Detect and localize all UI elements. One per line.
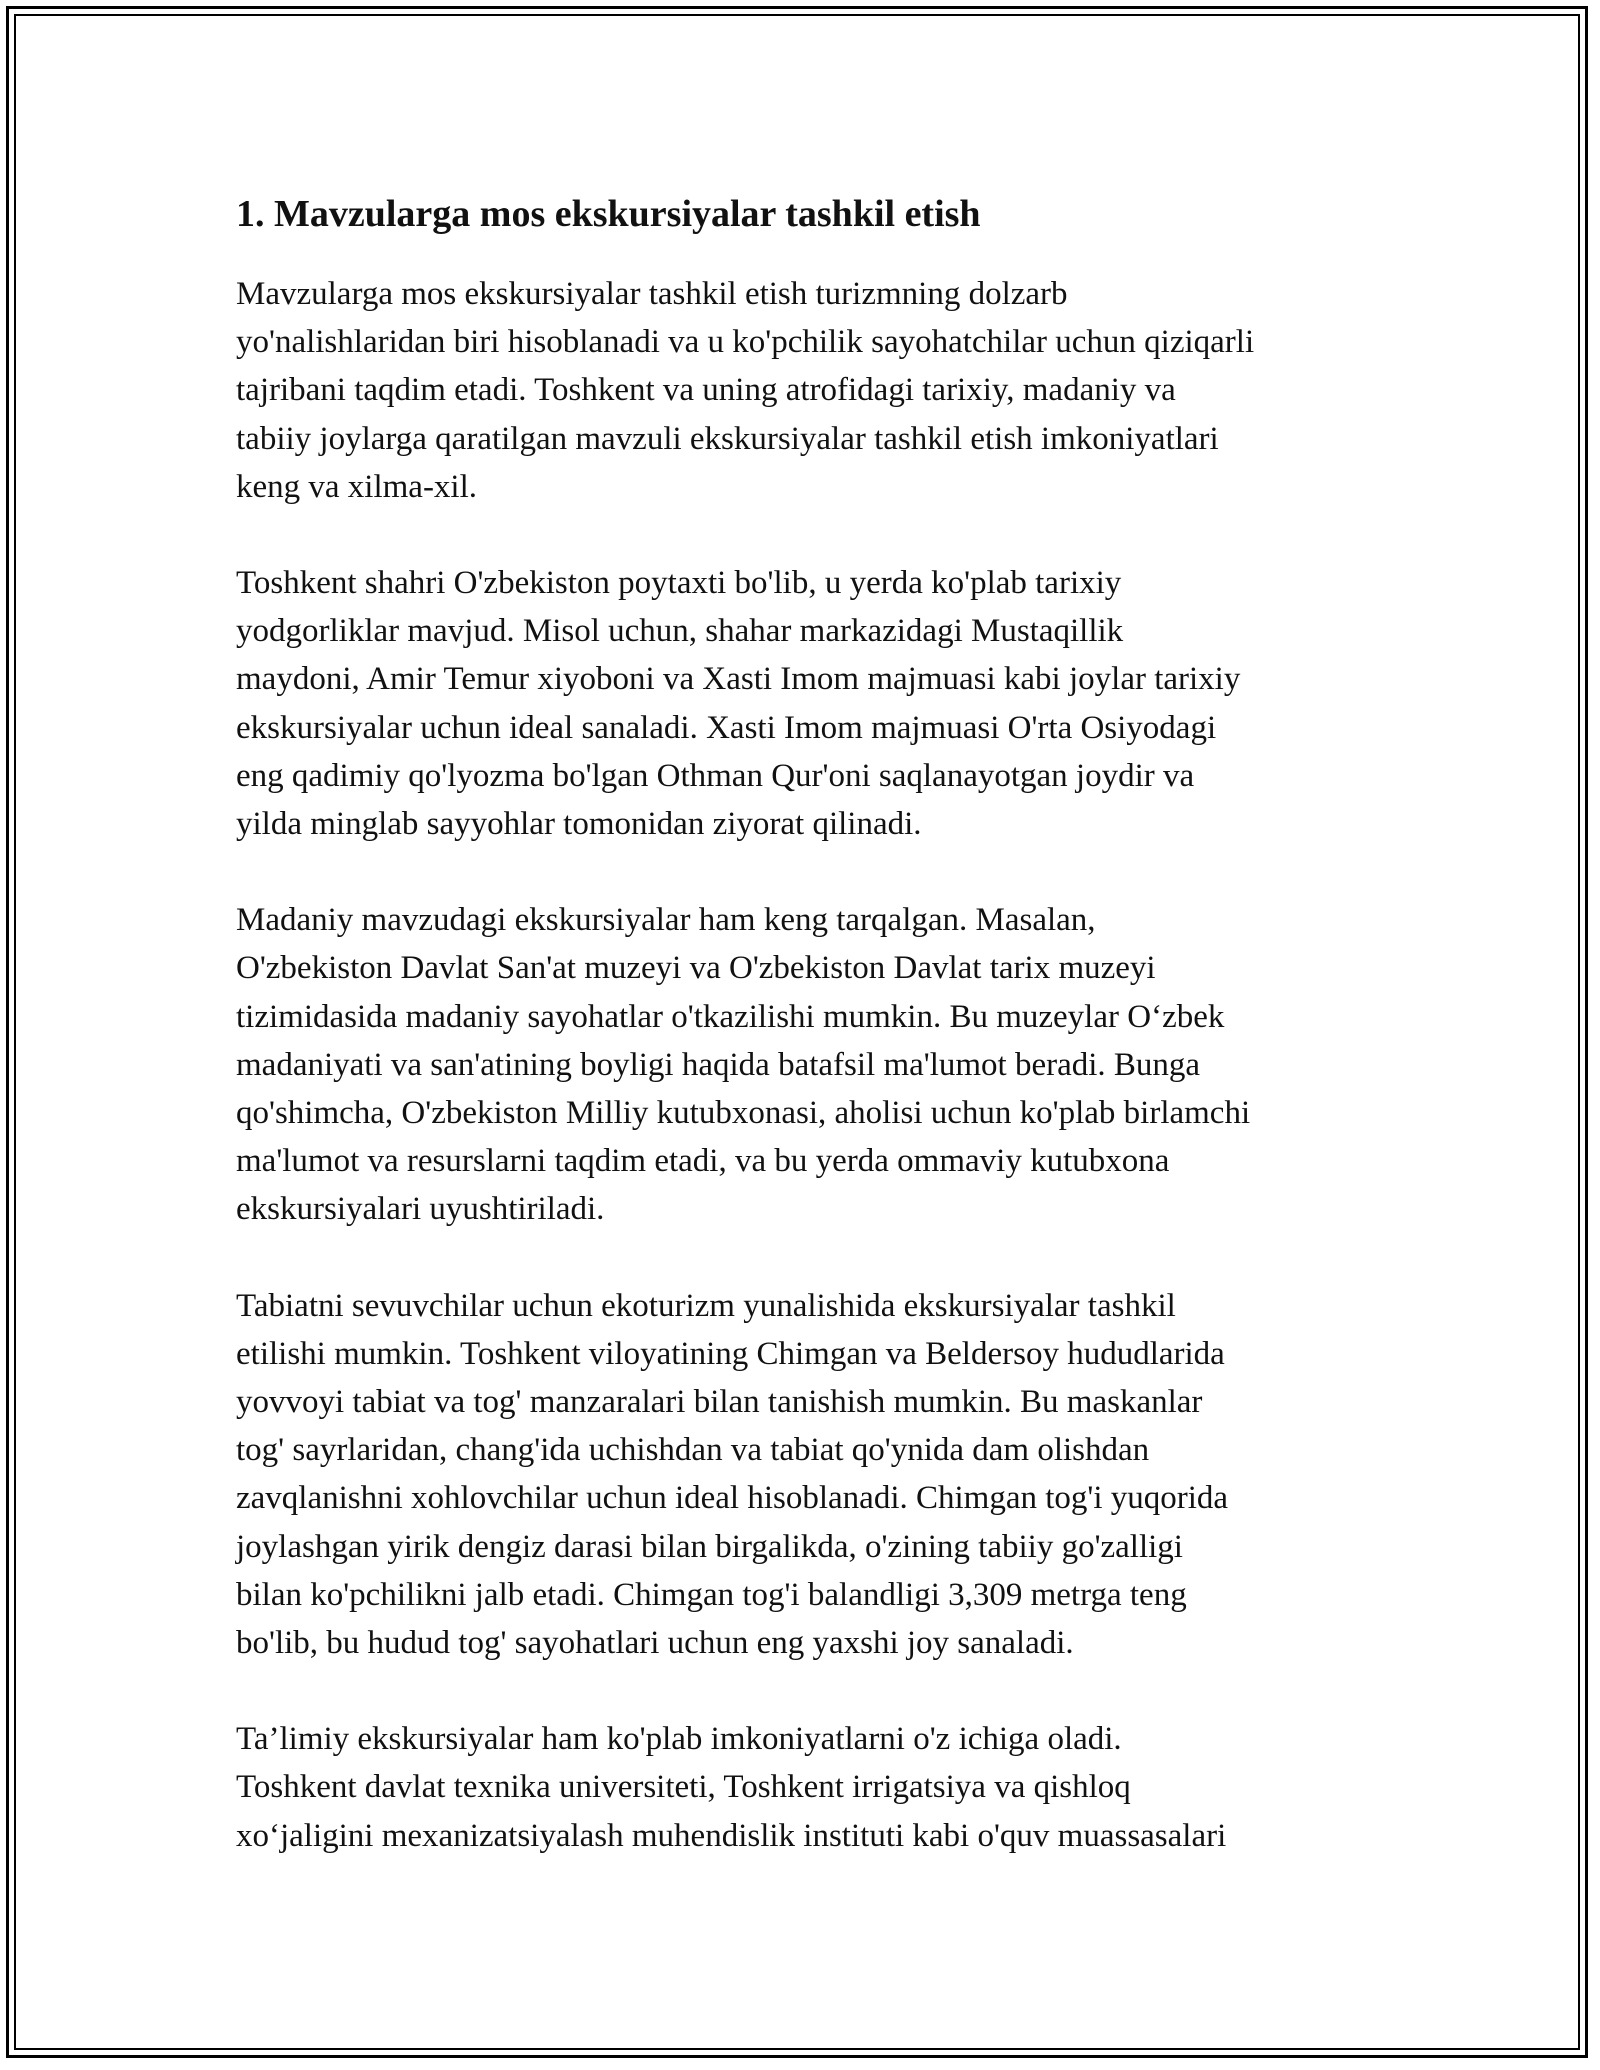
document-body — [236, 188, 1376, 1908]
paragraph-historical: Toshkent shahri O'zbekiston poytaxti bo'lib, u yerda ko'plab tarixiy yodgorliklar mavjud. Misol uchun, shahar markazidagi Mustaqillik maydoni, Amir Temur xiyoboni va Xasti Imom majmuasi kabi joylar tarixiy ekskursiyalar uchun ideal sanaladi. Xasti Imom majmuasi O'rta Osiyodagi eng qadimiy qo'lyozma bo'lgan Othman Qur'oni saqlanayotgan joydir va yilda minglab sayyohlar tomonidan ziyorat qilinadi. — [236, 565, 1241, 843]
paragraph-ecotourism: Tabiatni sevuvchilar uchun ekoturizm yunalishida ekskursiyalar tashkil etilishi mumkin. Toshkent viloyatining Chimgan va Beldersoy hududlarida yovvoyi tabiat va tog' manzaralari bilan tanishish mumkin. Bu maskanlar tog' sayrlaridan, chang'ida uchishdan va tabiat qo'ynida dam olishdan zavqlanishni xohlovchilar uchun ideal hisoblanadi. Chimgan tog'i yuqorida joylashgan yirik dengiz darasi bilan birgalikda, o'zining tabiiy go'zalligi bilan ko'pchilikni jalb etadi. Chimgan tog'i balandligi 3,309 metrga teng bo'lib, bu hudud tog' sayohatlari uchun eng yaxshi joy sanaladi. — [236, 1287, 1229, 1662]
paragraph-educational: Ta’limiy ekskursiyalar ham ko'plab imkoniyatlarni o'z ichiga oladi. Toshkent davlat texnika universiteti, Toshkent irrigatsiya va qishloq xo‘jaligini mexanizatsiyalash muhendislik instituti kabi o'quv muassasalari — [236, 1721, 1227, 1854]
paragraph-intro: Mavzularga mos ekskursiyalar tashkil etish turizmning dolzarb yo'nalishlaridan biri hisoblanadi va u ko'pchilik sayohatchilar uchun qiziqarli tajribani taqdim etadi. Toshkent va uning atrofidagi tarixiy, madaniy va tabiiy joylarga qaratilgan mavzuli ekskursiyalar tashkil etish imkoniyatlari keng va xilma-xil. — [236, 276, 1255, 505]
section-heading: 1. Mavzularga mos ekskursiyalar tashkil etish — [236, 193, 981, 235]
paragraph-cultural: Madaniy mavzudagi ekskursiyalar ham keng tarqalgan. Masalan, O'zbekiston Davlat San'at muzeyi va O'zbekiston Davlat tarix muzeyi tizimidasida madaniy sayohatlar o'tkazilishi mumkin. Bu muzeylar O‘zbek madaniyati va san'atining boyligi haqida batafsil ma'lumot beradi. Bunga qo'shimcha, O'zbekiston Milliy kutubxonasi, aholisi uchun ko'plab birlamchi ma'lumot va resurslarni taqdim etadi, va bu yerda ommaviy kutubxona ekskursiyalari uyushtiriladi. — [236, 902, 1251, 1228]
